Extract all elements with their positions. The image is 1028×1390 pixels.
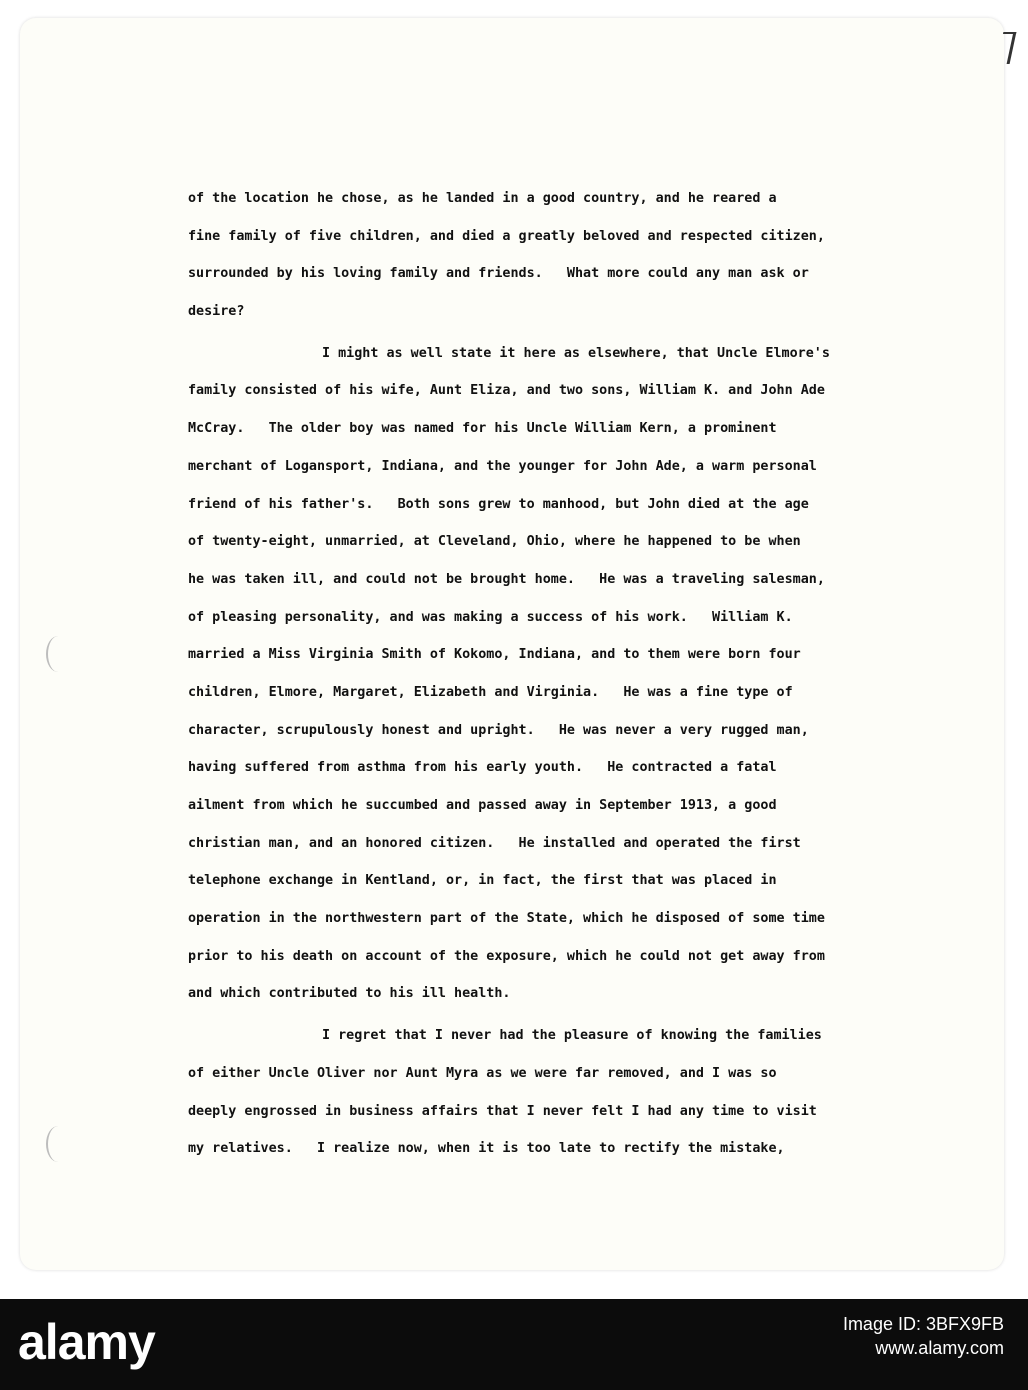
text-line: I regret that I never had the pleasure of knowing the families xyxy=(322,1028,822,1044)
text-line: of the location he chose, as he landed in a good country, and he reared a xyxy=(188,191,777,206)
text-line: merchant of Logansport, Indiana, and the younger for John Ade, a warm personal xyxy=(188,458,817,474)
text-line: he was taken ill, and could not be brought home. He was a traveling salesman, xyxy=(188,571,825,587)
text-line: and which contributed to his ill health. xyxy=(188,986,511,1002)
text-line: desire? xyxy=(188,304,245,320)
text-line: fine family of five children, and died a greatly beloved and respected citizen, xyxy=(188,228,825,244)
text-line: of twenty-eight, unmarried, at Cleveland, Ohio, where he happened to be when xyxy=(188,534,801,550)
alamy-logo xyxy=(18,1313,155,1371)
text-line: deeply engrossed in business affairs that I never felt I had any time to visit xyxy=(188,1103,817,1119)
text-line: I might as well state it here as elsewhere, that Uncle Elmore's xyxy=(322,345,830,361)
page-corner-mark xyxy=(997,32,1017,64)
text-line: character, scrupulously honest and upright. He was never a very rugged man, xyxy=(188,722,809,738)
alamy-logo-text: alamy xyxy=(18,1314,155,1370)
text-line: my relatives. I realize now, when it is too late to rectify the mistake, xyxy=(188,1141,785,1157)
punch-hole-lower xyxy=(46,1126,70,1162)
text-line: telephone exchange in Kentland, or, in fact, the first that was placed in xyxy=(188,873,777,889)
footer-url: www.alamy.com xyxy=(875,1338,1004,1358)
text-line: McCray. The older boy was named for his Uncle William Kern, a prominent xyxy=(188,421,777,437)
image-id-label: Image ID: 3BFX9FB xyxy=(842,1314,1004,1334)
typed-text-body xyxy=(188,180,958,1168)
text-line: of pleasing personality, and was making a success of his work. William K. xyxy=(188,609,793,625)
text-line: children, Elmore, Margaret, Elizabeth and Virginia. He was a fine type of xyxy=(188,684,793,700)
punch-hole-upper xyxy=(46,636,70,672)
text-line: prior to his death on account of the exposure, which he could not get away from xyxy=(188,948,825,964)
text-line: surrounded by his loving family and friends. What more could any man ask or xyxy=(188,266,809,282)
text-line: married a Miss Virginia Smith of Kokomo, Indiana, and to them were born four xyxy=(188,647,801,663)
text-line: ailment from which he succumbed and passed away in September 1913, a good xyxy=(188,798,777,813)
text-line: family consisted of his wife, Aunt Eliza, and two sons, William K. and John Ade xyxy=(188,383,825,399)
text-line: having suffered from asthma from his early youth. He contracted a fatal xyxy=(188,760,777,776)
text-line: christian man, and an honored citizen. He installed and operated the first xyxy=(188,835,801,851)
footer-info xyxy=(843,1313,1004,1361)
text-line: of either Uncle Oliver nor Aunt Myra as we were far removed, and I was so xyxy=(188,1065,777,1081)
text-line: friend of his father's. Both sons grew to manhood, but John died at the age xyxy=(188,496,809,512)
text-line: operation in the northwestern part of the State, which he disposed of some time xyxy=(188,911,825,927)
